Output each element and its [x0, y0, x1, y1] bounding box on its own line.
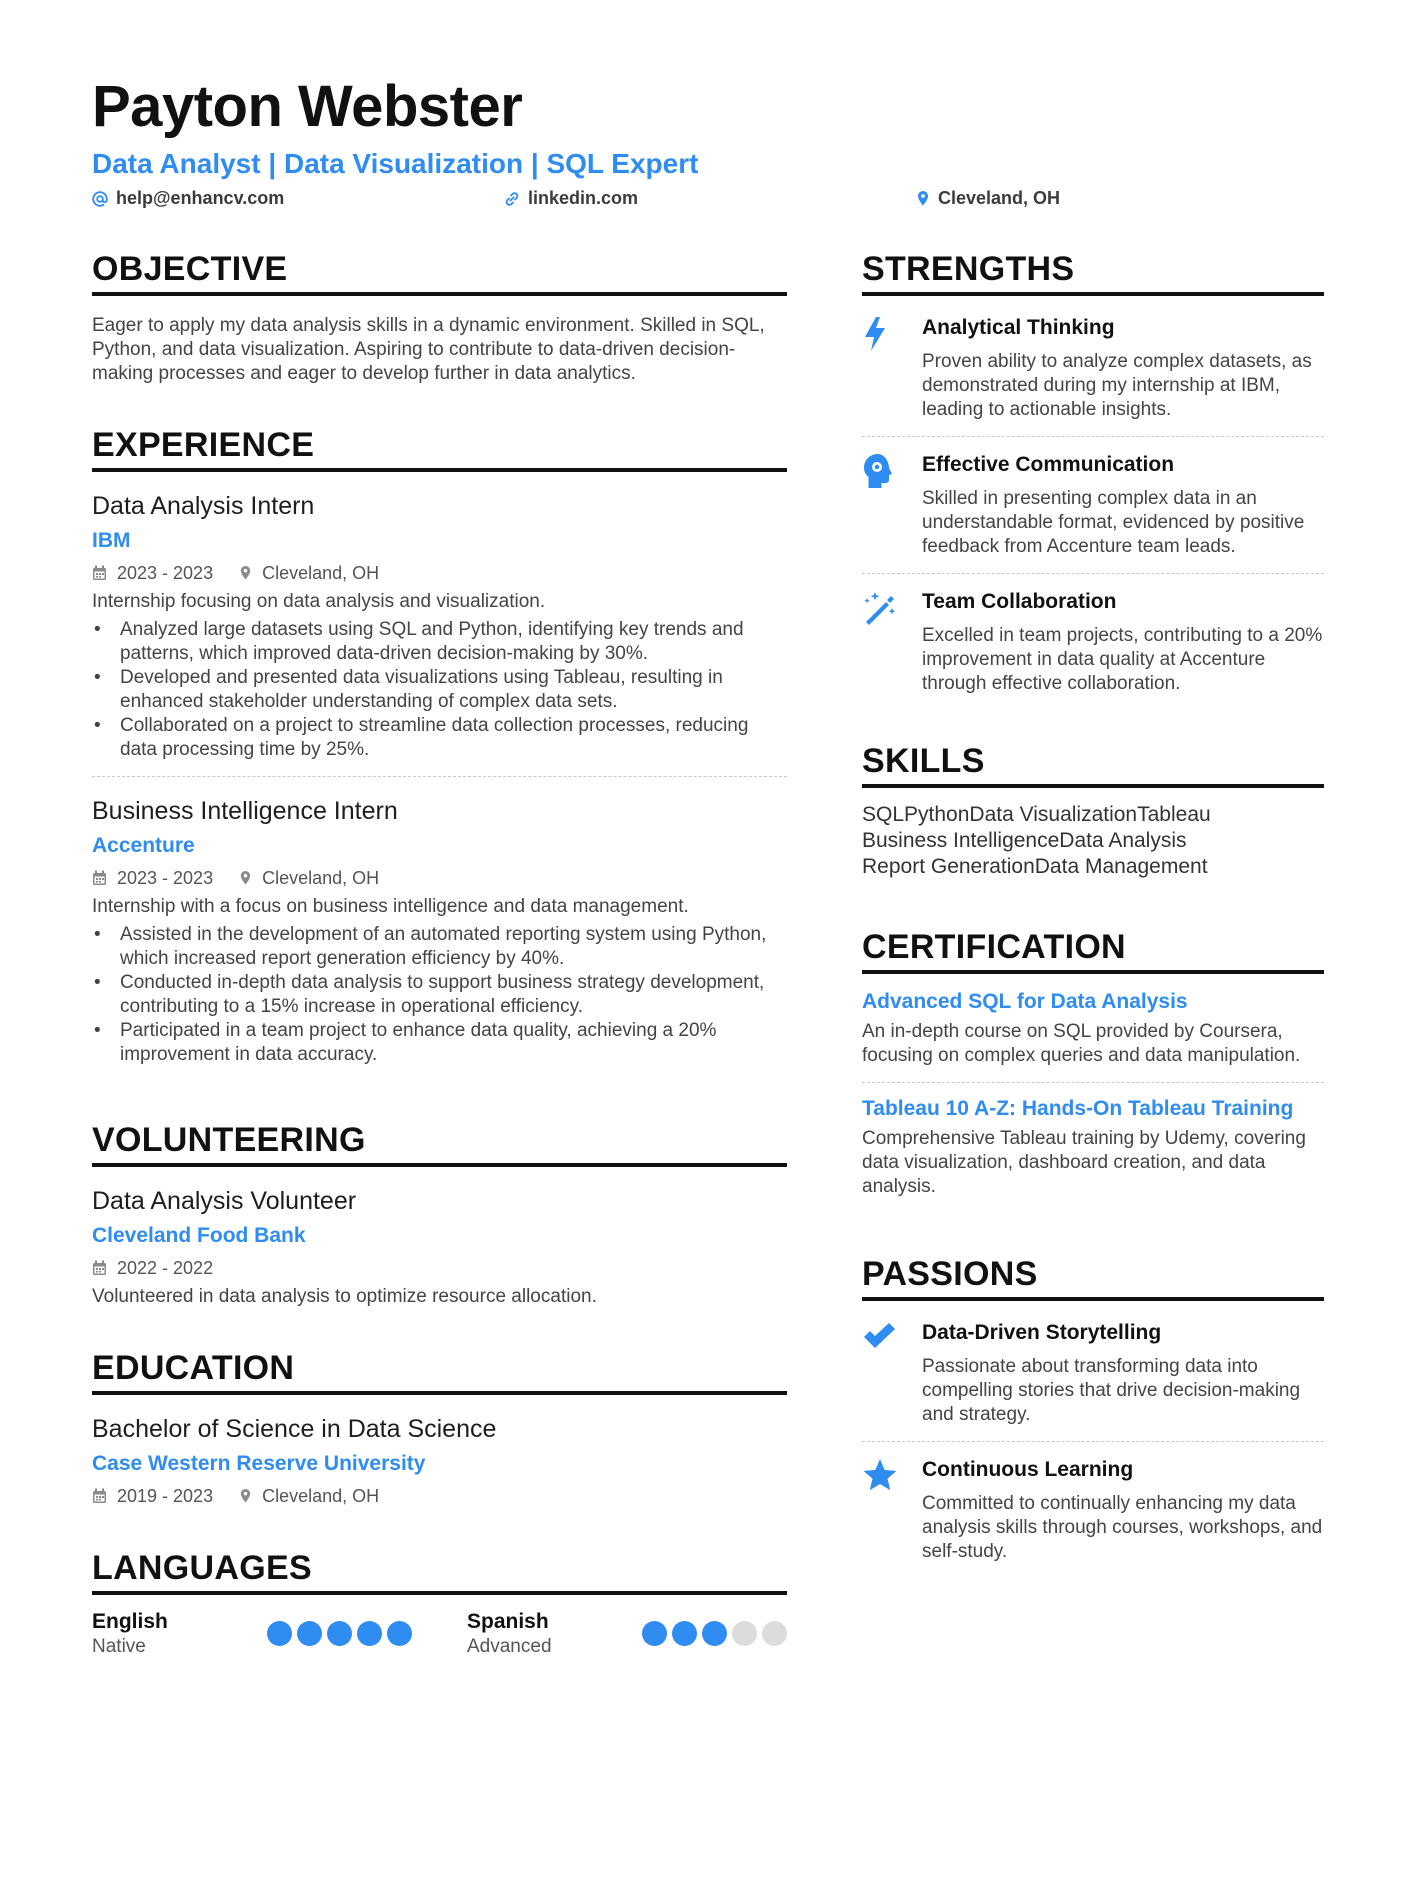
- magic-wand-icon: [862, 590, 898, 626]
- rating-dot: [672, 1621, 697, 1646]
- language-rating: [637, 1621, 787, 1646]
- job-dates: 2023 - 2023: [117, 868, 214, 888]
- resume-header: [92, 72, 1332, 222]
- left-column: [92, 248, 787, 1697]
- job-summary: Internship focusing on data analysis and visualization.: [92, 591, 546, 612]
- strength-item: [862, 573, 1324, 710]
- volunteer-summary: Volunteered in data analysis to optimize resource allocation.: [92, 1286, 597, 1307]
- passion-item: [862, 1305, 1324, 1441]
- job-location: [239, 560, 379, 586]
- rating-dot: [267, 1621, 292, 1646]
- at-icon: [92, 191, 108, 207]
- degree: Bachelor of Science in Data Science: [92, 1415, 497, 1443]
- section-heading: EDUCATION: [92, 1347, 787, 1395]
- calendar-icon: [92, 870, 107, 886]
- contact-email[interactable]: [92, 188, 284, 209]
- section-heading: SKILLS: [862, 740, 1324, 788]
- passion-item: [862, 1441, 1324, 1578]
- section-heading: VOLUNTEERING: [92, 1119, 787, 1167]
- lightning-icon: [862, 316, 888, 352]
- certification-desc: Comprehensive Tableau training by Udemy, covering data visualization, dashboard creation, and data analysis.: [862, 1128, 1306, 1197]
- bullet-item: • Analyzed large datasets using SQL and Python, identifying key trends and patterns, which improved data-driven decision-making by 30%.: [92, 618, 787, 666]
- passion-desc: Committed to continually enhancing my data analysis skills through courses, workshops, and self-study.: [922, 1493, 1323, 1562]
- job-role: Data Analysis Intern: [92, 492, 315, 520]
- section-heading: CERTIFICATION: [862, 926, 1324, 974]
- skills-line: Report GenerationData Management: [862, 855, 1208, 878]
- volunteer-dates: 2022 - 2022: [117, 1258, 214, 1278]
- contact-location: [916, 188, 1060, 209]
- location-text: Cleveland, OH: [938, 188, 1061, 208]
- job-meta: [92, 560, 787, 586]
- language-name: English: [92, 1610, 168, 1633]
- strength-item: [862, 436, 1324, 573]
- job-role: Business Intelligence Intern: [92, 797, 398, 825]
- rating-dot: [642, 1621, 667, 1646]
- passion-title: Data-Driven Storytelling: [922, 1321, 1162, 1344]
- head-icon: [862, 453, 894, 489]
- strength-desc: Skilled in presenting complex data in an understandable format, evidenced by positive feedback from Accenture team leads.: [922, 488, 1305, 557]
- star-icon: [862, 1458, 898, 1492]
- strength-title: Analytical Thinking: [922, 316, 1115, 339]
- volunteer-role: Data Analysis Volunteer: [92, 1187, 357, 1215]
- experience-entry: [92, 490, 787, 776]
- education-section: [92, 1347, 787, 1509]
- certification-item: [862, 988, 1324, 1082]
- passions-section: [862, 1253, 1324, 1578]
- certification-item: [862, 1082, 1324, 1213]
- map-pin-icon: [239, 870, 252, 886]
- certification-title: Advanced SQL for Data Analysis: [862, 990, 1188, 1013]
- education-location-text: Cleveland, OH: [262, 1486, 380, 1506]
- date-range: [92, 1255, 213, 1281]
- school: Case Western Reserve University: [92, 1452, 426, 1475]
- language-item: [92, 1609, 412, 1659]
- job-summary: Internship with a focus on business intelligence and data management.: [92, 896, 689, 917]
- bullet-item: • Participated in a team project to enhance data quality, achieving a 20% improvement in data accuracy.: [92, 1019, 787, 1067]
- education-location: [239, 1483, 379, 1509]
- certification-desc: An in-depth course on SQL provided by Coursera, focusing on complex queries and data manipulation.: [862, 1021, 1301, 1066]
- job-location-text: Cleveland, OH: [262, 868, 380, 888]
- linkedin-text: linkedin.com: [528, 188, 639, 208]
- contact-bar: [92, 188, 1332, 222]
- skills-line: SQLPythonData VisualizationTableau: [862, 803, 1211, 826]
- section-heading: LANGUAGES: [92, 1547, 787, 1595]
- right-column: [862, 248, 1324, 1616]
- job-company: Accenture: [92, 834, 195, 857]
- certification-title: Tableau 10 A-Z: Hands-On Tableau Training: [862, 1097, 1294, 1120]
- strength-title: Team Collaboration: [922, 590, 1117, 613]
- language-list: [92, 1609, 787, 1659]
- language-level: Native: [92, 1636, 146, 1657]
- job-meta: [92, 865, 787, 891]
- section-heading: STRENGTHS: [862, 248, 1324, 296]
- link-icon: [504, 191, 520, 207]
- bullet-item: • Assisted in the development of an automated reporting system using Python, which increased report generation efficiency by 40%.: [92, 923, 787, 971]
- map-pin-icon: [239, 1488, 252, 1504]
- job-company: IBM: [92, 529, 131, 552]
- rating-dot: [297, 1621, 322, 1646]
- calendar-icon: [92, 1488, 107, 1504]
- map-pin-icon: [916, 190, 930, 207]
- rating-dot: [732, 1621, 757, 1646]
- education-dates: 2019 - 2023: [117, 1486, 214, 1506]
- strength-item: [862, 300, 1324, 436]
- bullet-item: • Developed and presented data visualizations using Tableau, resulting in enhanced stakeholder understanding of complex data sets.: [92, 666, 787, 714]
- education-meta: [92, 1483, 787, 1509]
- contact-linkedin[interactable]: [504, 188, 638, 209]
- strength-desc: Excelled in team projects, contributing to a 20% improvement in data quality at Accenture through effective collaboration.: [922, 625, 1323, 694]
- candidate-title: Data Analyst | Data Visualization | SQL Expert: [92, 148, 699, 179]
- volunteer-meta: [92, 1255, 787, 1281]
- job-location-text: Cleveland, OH: [262, 563, 380, 583]
- strength-desc: Proven ability to analyze complex datasets, as demonstrated during my internship at IBM, leading to actionable insights.: [922, 351, 1312, 420]
- section-heading: PASSIONS: [862, 1253, 1324, 1301]
- job-bullets: [92, 923, 787, 1067]
- date-range: [92, 560, 213, 586]
- job-dates: 2023 - 2023: [117, 563, 214, 583]
- experience-section: [92, 424, 787, 1081]
- objective-text: Eager to apply my data analysis skills in a dynamic environment. Skilled in SQL, Python, and data visualization. Aspiring to contribute to data-driven decision-making processes and eager to develop further in data analytics.: [92, 315, 765, 384]
- rating-dot: [702, 1621, 727, 1646]
- objective-section: [92, 248, 787, 386]
- rating-dot: [762, 1621, 787, 1646]
- skills-line: Business IntelligenceData Analysis: [862, 829, 1187, 852]
- email-text: help@enhancv.com: [116, 188, 285, 208]
- passion-desc: Passionate about transforming data into compelling stories that drive decision-making and strategy.: [922, 1356, 1301, 1425]
- language-level: Advanced: [467, 1636, 552, 1657]
- calendar-icon: [92, 1260, 107, 1276]
- checkmark-icon: [862, 1321, 896, 1351]
- date-range: [92, 1483, 213, 1509]
- passion-title: Continuous Learning: [922, 1458, 1134, 1481]
- date-range: [92, 865, 213, 891]
- volunteer-org: Cleveland Food Bank: [92, 1224, 306, 1247]
- job-bullets: [92, 618, 787, 762]
- job-location: [239, 865, 379, 891]
- languages-section: [92, 1547, 787, 1659]
- rating-dot: [327, 1621, 352, 1646]
- bullet-item: • Conducted in-depth data analysis to support business strategy development, contributing to a 15% increase in operational efficiency.: [92, 971, 787, 1019]
- section-heading: OBJECTIVE: [92, 248, 787, 296]
- strengths-section: [862, 248, 1324, 710]
- map-pin-icon: [239, 565, 252, 581]
- skills-list: [862, 802, 1324, 880]
- rating-dot: [387, 1621, 412, 1646]
- language-name: Spanish: [467, 1610, 549, 1633]
- section-heading: EXPERIENCE: [92, 424, 787, 472]
- language-item: [467, 1609, 787, 1659]
- experience-entry: [92, 776, 787, 1081]
- rating-dot: [357, 1621, 382, 1646]
- candidate-name: Payton Webster: [92, 74, 523, 139]
- volunteering-section: [92, 1119, 787, 1309]
- bullet-item: • Collaborated on a project to streamline data collection processes, reducing data processing time by 25%.: [92, 714, 787, 762]
- language-rating: [262, 1621, 412, 1646]
- skills-section: [862, 740, 1324, 880]
- calendar-icon: [92, 565, 107, 581]
- certification-section: [862, 926, 1324, 1213]
- strength-title: Effective Communication: [922, 453, 1175, 476]
